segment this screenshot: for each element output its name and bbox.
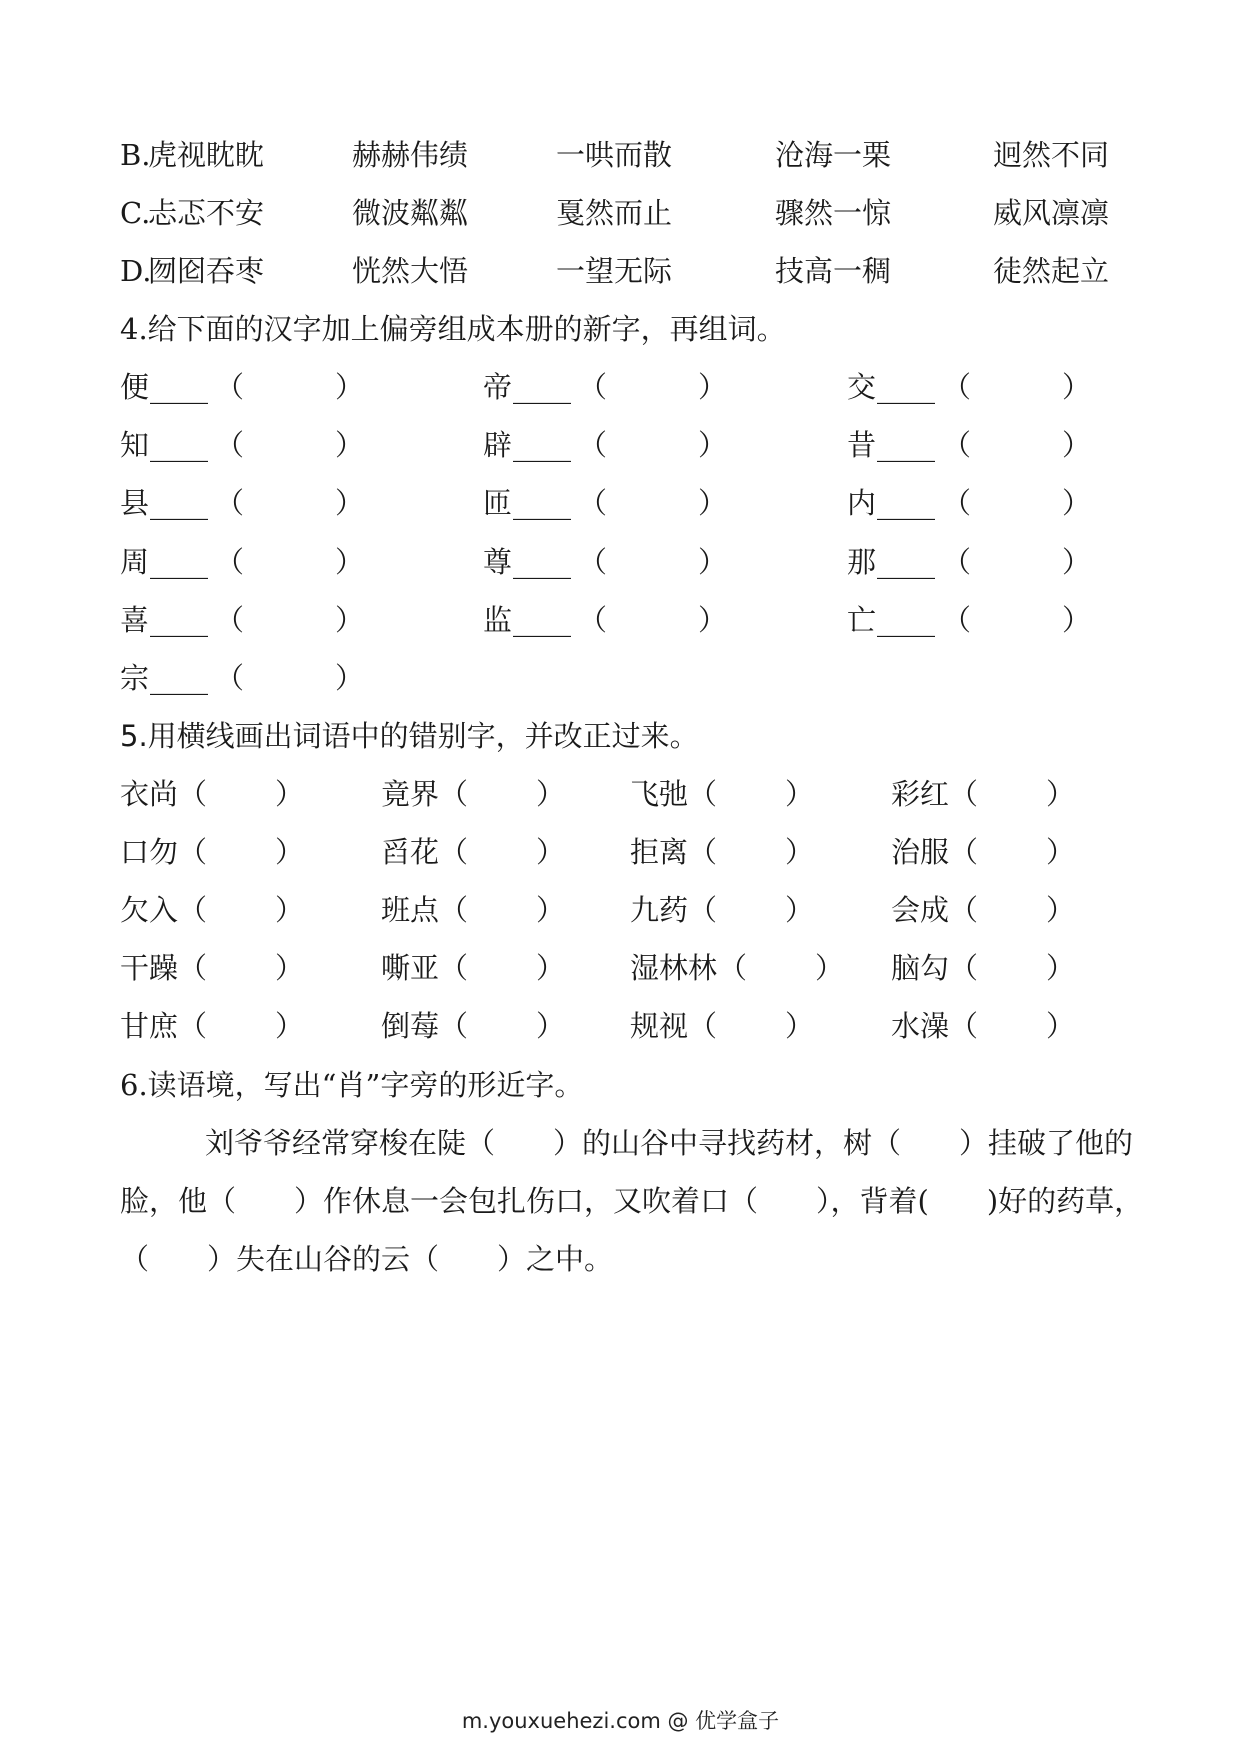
question-6-line-2: 脸，他（ ）作休息一会包扎伤口，又吹着口（ ），背着( )好的药草， (120, 1184, 1144, 1218)
answer-paren-close: ） (1062, 602, 1092, 637)
base-char: 周 (120, 544, 150, 579)
base-char: 亡 (847, 602, 877, 637)
option-word: 迥然不同 (993, 138, 1110, 172)
correction-paren-close: ） (275, 835, 305, 869)
base-char: 县 (120, 486, 150, 521)
correction-paren-open: （ (949, 1009, 979, 1043)
radical-blank: ____ (513, 370, 571, 404)
correction-paren-close: ） (536, 1009, 566, 1043)
question-6-line-1: 刘爷爷经常穿梭在陡（ ）的山谷中寻找药材，树（ ）挂破了他的 (205, 1126, 1134, 1160)
radical-blank: ____ (877, 370, 935, 404)
word-row (0, 1001, 1241, 1051)
correction-paren-close: ） (536, 777, 566, 811)
word-item: 衣尚 (120, 777, 179, 811)
base-char: 知 (120, 428, 150, 463)
radical-blank: ____ (513, 486, 571, 521)
option-label: C. (120, 196, 151, 230)
word-item: 规视 (630, 1009, 689, 1043)
answer-paren-close: ） (335, 661, 365, 695)
footer-watermark: m.youxuehezi.com @ 优学盒子 (461, 1709, 780, 1733)
radical-blank: ____ (877, 486, 935, 521)
correction-paren-open: （ (439, 835, 469, 869)
correction-paren-close: ） (275, 1009, 305, 1043)
word-item: 欠入 (120, 893, 179, 927)
char-row (0, 420, 1241, 470)
correction-paren-open: （ (439, 1009, 469, 1043)
option-word: 一哄而散 (556, 138, 673, 172)
word-item: 班点 (381, 893, 440, 927)
question-4-title: 4.给下面的汉字加上偏旁组成本册的新字，再组词。 (120, 312, 786, 346)
option-word: 恍然大悟 (352, 254, 469, 288)
correction-paren-open: （ (439, 951, 469, 985)
answer-paren-open: （ (942, 428, 972, 463)
answer-paren-close: ） (1062, 486, 1092, 521)
correction-paren-open: （ (949, 777, 979, 811)
correction-paren-close: ） (785, 1009, 815, 1043)
option-row (0, 188, 1241, 238)
answer-paren-close: ） (1062, 544, 1092, 579)
option-word: 徒然起立 (993, 254, 1110, 288)
correction-paren-open: （ (178, 777, 208, 811)
base-char: 那 (847, 544, 877, 579)
base-char: 宗 (120, 661, 150, 695)
answer-paren-open: （ (578, 544, 608, 579)
radical-blank: ____ (877, 602, 935, 637)
base-char: 帝 (483, 370, 513, 404)
correction-paren-close: ） (815, 951, 845, 985)
base-char: 匝 (483, 486, 513, 521)
word-row (0, 827, 1241, 877)
answer-paren-open: （ (578, 602, 608, 637)
correction-paren-close: ） (536, 951, 566, 985)
answer-paren-close: ） (335, 428, 365, 463)
answer-paren-close: ） (1062, 428, 1092, 463)
base-char: 便 (120, 370, 150, 404)
word-item: 竟界 (381, 777, 440, 811)
radical-blank: ____ (513, 428, 571, 463)
correction-paren-open: （ (688, 835, 718, 869)
option-label: B. (120, 138, 151, 172)
correction-paren-close: ） (785, 893, 815, 927)
radical-blank: ____ (150, 544, 208, 579)
correction-paren-close: ） (536, 835, 566, 869)
answer-paren-close: ） (698, 370, 728, 404)
word-row (0, 885, 1241, 935)
answer-paren-close: ） (335, 486, 365, 521)
question-6-line-3: （ ）失在山谷的云（ ）之中。 (120, 1242, 614, 1276)
answer-paren-open: （ (215, 486, 245, 521)
correction-paren-close: ） (785, 835, 815, 869)
word-item: 舀花 (381, 835, 440, 869)
word-item: 干躁 (120, 951, 179, 985)
base-char: 尊 (483, 544, 513, 579)
correction-paren-close: ） (275, 777, 305, 811)
correction-paren-open: （ (949, 893, 979, 927)
word-row (0, 769, 1241, 819)
word-row (0, 943, 1241, 993)
option-word: 技高一稠 (775, 254, 892, 288)
correction-paren-close: ） (1046, 893, 1076, 927)
base-char: 监 (483, 602, 513, 637)
answer-paren-open: （ (215, 661, 245, 695)
correction-paren-open: （ (178, 893, 208, 927)
question-6-title: 6.读语境，写出“肖”字旁的形近字。 (120, 1068, 584, 1102)
correction-paren-open: （ (178, 835, 208, 869)
word-item: 拒离 (630, 835, 689, 869)
radical-blank: ____ (150, 486, 208, 521)
correction-paren-close: ） (785, 777, 815, 811)
correction-paren-open: （ (718, 951, 748, 985)
answer-paren-close: ） (1062, 370, 1092, 404)
correction-paren-open: （ (178, 1009, 208, 1043)
answer-paren-open: （ (942, 370, 972, 404)
option-word: 微波粼粼 (352, 196, 469, 230)
word-item: 倒莓 (381, 1009, 440, 1043)
correction-paren-open: （ (949, 951, 979, 985)
correction-paren-close: ） (1046, 835, 1076, 869)
char-row (0, 653, 1241, 703)
answer-paren-close: ） (698, 602, 728, 637)
correction-paren-close: ） (1046, 777, 1076, 811)
answer-paren-close: ） (698, 544, 728, 579)
option-word: 威风凛凛 (993, 196, 1110, 230)
char-row (0, 537, 1241, 587)
answer-paren-open: （ (578, 486, 608, 521)
word-item: 口勿 (120, 835, 179, 869)
word-item: 嘶亚 (381, 951, 440, 985)
answer-paren-close: ） (335, 370, 365, 404)
correction-paren-open: （ (178, 951, 208, 985)
correction-paren-open: （ (439, 777, 469, 811)
answer-paren-open: （ (942, 486, 972, 521)
base-char: 交 (847, 370, 877, 404)
correction-paren-close: ） (1046, 951, 1076, 985)
option-word: 忐忑不安 (148, 196, 265, 230)
word-item: 九药 (630, 893, 689, 927)
answer-paren-open: （ (578, 428, 608, 463)
char-row (0, 362, 1241, 412)
answer-paren-close: ） (698, 486, 728, 521)
question-5-title: 5.用横线画出词语中的错别字，并改正过来。 (120, 719, 699, 753)
word-item: 会成 (891, 893, 950, 927)
radical-blank: ____ (150, 661, 208, 695)
char-row (0, 478, 1241, 528)
answer-paren-open: （ (215, 544, 245, 579)
radical-blank: ____ (150, 602, 208, 637)
word-item: 飞弛 (630, 777, 689, 811)
option-word: 虎视眈眈 (148, 138, 265, 172)
answer-paren-open: （ (942, 602, 972, 637)
radical-blank: ____ (877, 544, 935, 579)
option-label: D. (120, 254, 152, 288)
correction-paren-open: （ (949, 835, 979, 869)
correction-paren-close: ） (275, 893, 305, 927)
option-row (0, 246, 1241, 296)
base-char: 内 (847, 486, 877, 521)
radical-blank: ____ (513, 602, 571, 637)
answer-paren-open: （ (942, 544, 972, 579)
option-row (0, 130, 1241, 180)
answer-paren-open: （ (215, 370, 245, 404)
radical-blank: ____ (877, 428, 935, 463)
word-item: 湿林林 (630, 951, 718, 985)
option-word: 一望无际 (556, 254, 673, 288)
correction-paren-open: （ (688, 893, 718, 927)
word-item: 彩红 (891, 777, 950, 811)
radical-blank: ____ (150, 428, 208, 463)
word-item: 水澡 (891, 1009, 950, 1043)
char-row (0, 595, 1241, 645)
answer-paren-open: （ (215, 428, 245, 463)
base-char: 辟 (483, 428, 513, 463)
correction-paren-open: （ (688, 1009, 718, 1043)
base-char: 喜 (120, 602, 150, 637)
option-word: 赫赫伟绩 (352, 138, 469, 172)
word-item: 甘庶 (120, 1009, 179, 1043)
correction-paren-close: ） (275, 951, 305, 985)
correction-paren-open: （ (439, 893, 469, 927)
answer-paren-open: （ (215, 602, 245, 637)
option-word: 戛然而止 (556, 196, 673, 230)
answer-paren-close: ） (335, 602, 365, 637)
option-word: 沧海一栗 (775, 138, 892, 172)
answer-paren-open: （ (578, 370, 608, 404)
correction-paren-close: ） (1046, 1009, 1076, 1043)
radical-blank: ____ (513, 544, 571, 579)
correction-paren-open: （ (688, 777, 718, 811)
answer-paren-close: ） (335, 544, 365, 579)
base-char: 昔 (847, 428, 877, 463)
word-item: 脑勾 (891, 951, 950, 985)
word-item: 治服 (891, 835, 950, 869)
radical-blank: ____ (150, 370, 208, 404)
option-word: 囫囵吞枣 (148, 254, 265, 288)
correction-paren-close: ） (536, 893, 566, 927)
answer-paren-close: ） (698, 428, 728, 463)
option-word: 骤然一惊 (775, 196, 892, 230)
